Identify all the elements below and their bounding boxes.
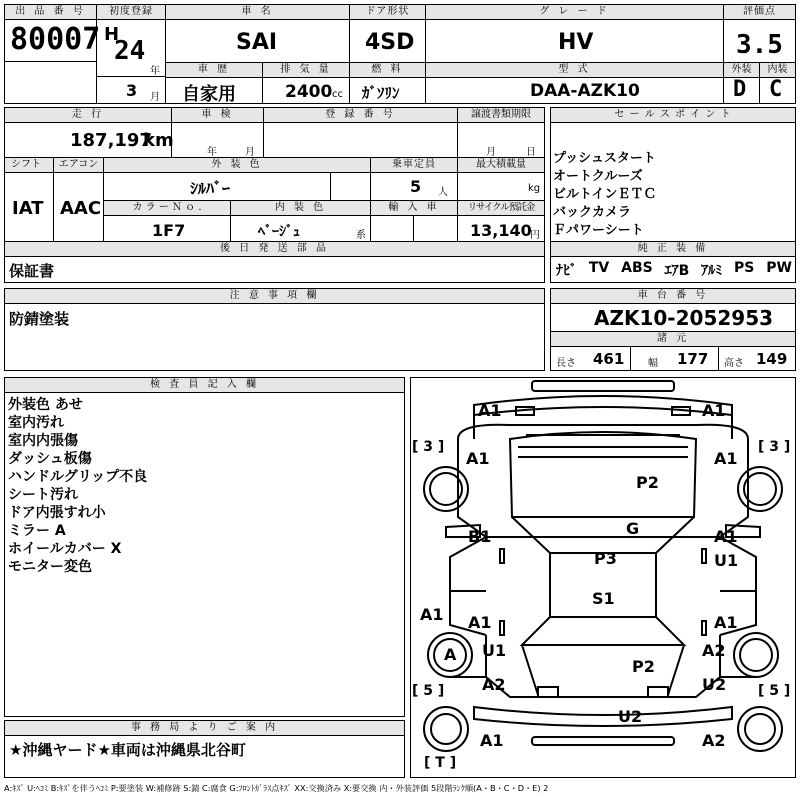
reg-label: 初度登録 <box>97 5 165 20</box>
int-color: ﾍﾞｰｼﾞｭ <box>258 224 300 240</box>
damage-mark: A1 <box>466 449 490 468</box>
damage-mark: S1 <box>592 589 615 608</box>
inspector-line: ハンドルグリップ不良 <box>8 469 148 485</box>
damage-mark: A1 <box>714 527 738 546</box>
sales-point-list <box>553 150 656 240</box>
later-label: 後 日 発 送 部 品 <box>5 242 544 257</box>
inspector-line: 外装色 あせ <box>8 397 83 413</box>
reg-year: 24 <box>114 36 146 66</box>
damage-mark: A1 <box>478 401 502 420</box>
tyre-tread-mark: [ T ] <box>424 755 457 771</box>
length: 461 <box>593 350 625 368</box>
displacement: 2400 <box>285 82 333 102</box>
interior-label: 内装 <box>760 63 795 78</box>
later-parts: 保証書 <box>9 262 55 280</box>
height-label: 高さ <box>724 358 744 369</box>
load-unit: kg <box>528 183 541 194</box>
damage-mark: A1 <box>714 449 738 468</box>
load-label: 最大積載量 <box>458 158 544 173</box>
equipment-item: ｱﾙﾐ <box>701 263 723 279</box>
inspection-month: 月 <box>245 147 255 158</box>
damage-mark: P2 <box>632 657 655 676</box>
month-unit: 月 <box>150 92 160 103</box>
displacement-label: 排 気 量 <box>263 63 349 78</box>
model: DAA-AZK10 <box>530 81 640 101</box>
inspector-line: シート汚れ <box>8 487 78 503</box>
tyre-tread-mark: [ 3 ] <box>412 439 445 455</box>
chassis-number: AZK10-2052953 <box>594 306 774 330</box>
notes-text: 防錆塗装 <box>9 310 70 328</box>
fuel-label: 燃 料 <box>350 63 425 78</box>
damage-mark: A1 <box>420 605 444 624</box>
tyre-tread-mark: [ 5 ] <box>412 683 445 699</box>
damage-mark: U2 <box>702 675 727 694</box>
equipment-row <box>556 260 792 280</box>
recycle: 13,140 <box>470 221 532 240</box>
damage-mark: U2 <box>618 707 643 726</box>
width-label: 幅 <box>648 358 658 369</box>
inspector-line: モニター変色 <box>8 559 92 575</box>
height: 149 <box>756 350 788 368</box>
score: 3.5 <box>736 30 783 60</box>
color-no-label: カ ラ ー Ｎ ｏ . <box>104 201 230 216</box>
transfer-label: 譲渡書類期限 <box>458 108 544 123</box>
inspection-year: 年 <box>207 147 217 158</box>
sales-point-item: バックカメラ <box>553 205 632 220</box>
inspector-label: 検 査 員 記 入 欄 <box>5 378 404 393</box>
score-label: 評価点 <box>724 5 795 20</box>
inspector-line: ドア内張すれ小 <box>8 505 106 521</box>
lot-number: 80007 <box>10 22 101 57</box>
equipment-item: PW <box>766 260 792 276</box>
recycle-unit: 円 <box>530 230 540 241</box>
equipment-item: PS <box>734 260 755 276</box>
tyre-tread-mark: [ 3 ] <box>758 439 791 455</box>
interior-grade: C <box>769 77 783 102</box>
damage-mark: A1 <box>468 613 492 632</box>
chassis-label: 車 台 番 号 <box>551 289 795 304</box>
notes-label: 注 意 事 項 欄 <box>5 289 544 304</box>
equipment-item: ｴｱB <box>664 263 690 279</box>
mileage: 187,197 <box>70 130 152 151</box>
door-type: 4SD <box>365 30 415 55</box>
office-label: 事 務 局 よ り ご 案 内 <box>5 721 404 736</box>
inspector-line: ミラー A <box>8 523 66 539</box>
fuel: ｶﾞｿﾘﾝ <box>362 84 400 102</box>
ac-label: エアコン <box>54 158 103 173</box>
equip-label: 純 正 装 備 <box>551 242 795 257</box>
equipment-item: ﾅﾋﾞ <box>556 263 577 279</box>
displacement-unit: cc <box>332 89 343 100</box>
int-color-unit: 系 <box>356 230 366 241</box>
damage-mark: U1 <box>482 641 507 660</box>
inspector-line: ホイールカバー X <box>8 541 122 557</box>
damage-mark: A2 <box>702 731 726 750</box>
lot-label: 出 品 番 号 <box>5 5 96 20</box>
legend: A:ｷｽﾞ U:ﾍｺﾐ B:ｷｽﾞを伴うﾍｺﾐ P:要塗装 W:補修跡 S:錆 C:腐食 G:ﾌﾛﾝﾄｶﾞﾗｽ点ｷｽﾞ XX:交換済み X:要交換 内・外装評価 5段階ﾗﾝｸ順(A・B・C・D・E) 2 <box>4 783 549 793</box>
sales-point-item: ビルトインＥＴＣ <box>553 187 657 202</box>
inspector-line: 室内汚れ <box>8 415 64 431</box>
damage-marks <box>410 377 796 778</box>
int-color-label: 内 装 色 <box>231 201 370 216</box>
damage-mark: A2 <box>702 641 726 660</box>
tyre-tread-mark: [ 5 ] <box>758 683 791 699</box>
color-label: 外 装 色 <box>104 158 370 173</box>
sales-label: セ ー ル ス ポ イ ン ト <box>551 108 795 123</box>
damage-mark: P3 <box>594 549 617 568</box>
transfer-day: 日 <box>526 147 536 158</box>
reg-month: 3 <box>126 81 138 100</box>
reg-no-label: 登 録 番 号 <box>264 108 457 123</box>
length-label: 長さ <box>556 358 576 369</box>
sales-point-item: Ｆパワーシート <box>553 223 644 238</box>
sales-point-item: プッシュスタート <box>553 151 656 166</box>
inspector-line: ダッシュ板傷 <box>8 451 92 467</box>
history-label: 車 歴 <box>166 63 262 78</box>
model-label: 型 式 <box>426 63 723 78</box>
width: 177 <box>677 350 709 368</box>
import-label: 輸 入 車 <box>371 201 457 216</box>
capacity-label: 乗車定員 <box>371 158 457 173</box>
shift-label: シフト <box>5 158 53 173</box>
damage-mark: P2 <box>636 473 659 492</box>
grade-label: グ レ ー ド <box>426 5 723 20</box>
capacity-unit: 人 <box>438 187 448 198</box>
color: ｼﾙﾊﾞｰ <box>190 179 231 198</box>
mileage-label: 走 行 <box>5 108 171 123</box>
spec-label: 諸 元 <box>551 332 795 347</box>
color-no: 1F7 <box>152 221 186 240</box>
damage-mark: A1 <box>714 613 738 632</box>
office-text: ★沖縄ヤード★車両は沖縄県北谷町 <box>9 741 246 759</box>
exterior-grade: D <box>733 77 747 102</box>
equipment-item: TV <box>588 260 610 276</box>
mileage-unit: km <box>143 130 174 151</box>
era: H <box>104 24 120 45</box>
damage-mark: A1 <box>702 401 726 420</box>
grade: HV <box>558 30 594 55</box>
damage-mark: G <box>626 519 640 538</box>
equipment-item: ABS <box>621 260 653 276</box>
capacity: 5 <box>410 177 422 196</box>
year-unit: 年 <box>150 66 160 77</box>
ac: AAC <box>60 198 102 219</box>
car-name-label: 車 名 <box>166 5 349 20</box>
transfer-month: 月 <box>486 147 496 158</box>
shift: IAT <box>12 198 44 219</box>
door-label: ドア形状 <box>350 5 425 20</box>
damage-mark: U1 <box>714 551 739 570</box>
damage-mark: A <box>444 645 457 664</box>
damage-mark: A1 <box>480 731 504 750</box>
inspection-label: 車 検 <box>172 108 263 123</box>
damage-mark: A2 <box>482 675 506 694</box>
history: 自家用 <box>182 84 236 105</box>
recycle-label: リサイクル預託金 <box>458 201 544 216</box>
car-name: SAI <box>236 30 278 55</box>
sales-point-item: オートクルーズ <box>553 169 643 184</box>
damage-mark: B1 <box>468 527 492 546</box>
inspector-line: 室内内張傷 <box>8 433 78 449</box>
exterior-label: 外装 <box>724 63 759 78</box>
